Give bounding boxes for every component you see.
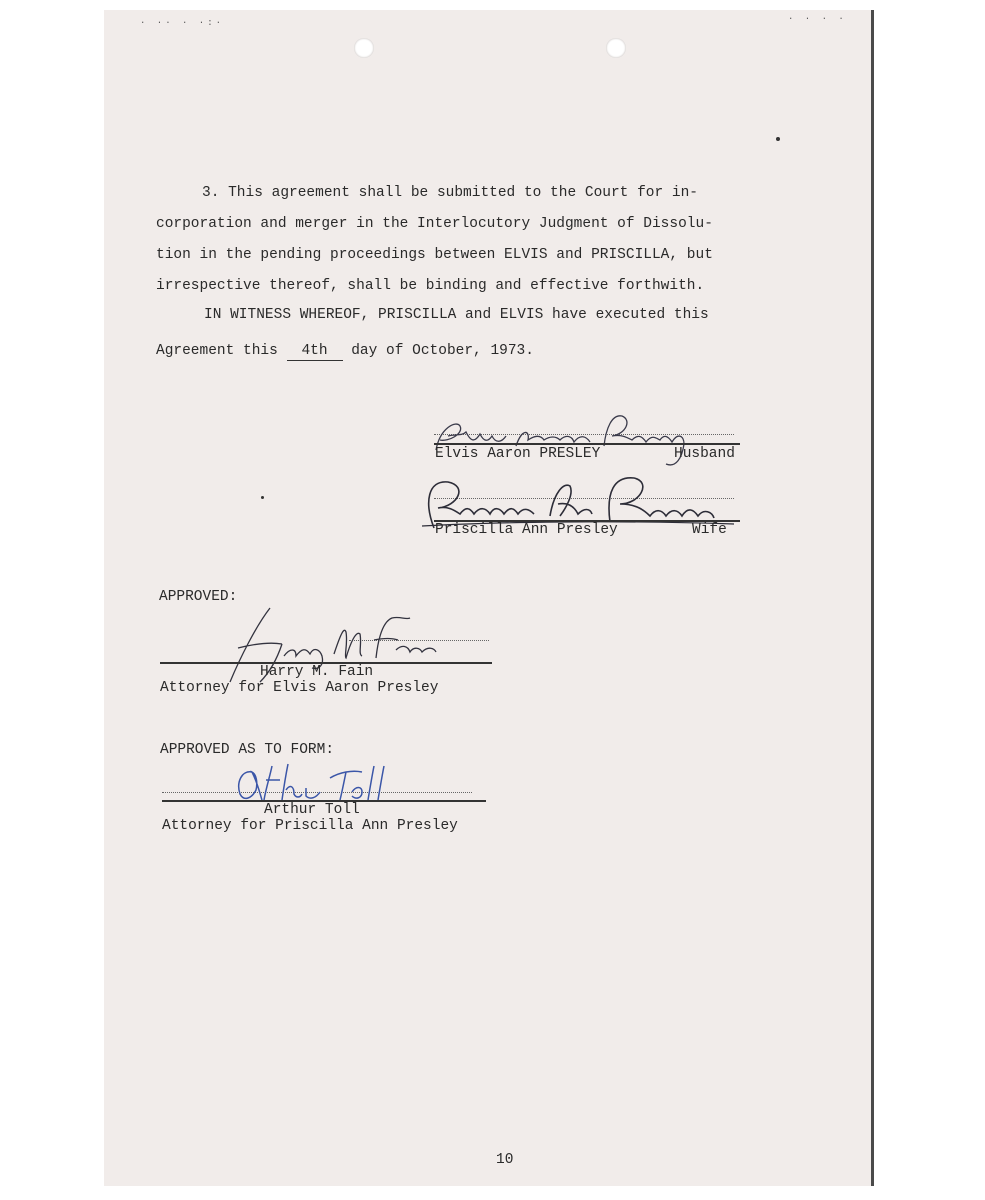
approved-as-to-form-label: APPROVED AS TO FORM: [160, 742, 335, 758]
paper-mark [776, 137, 780, 141]
signatory-role: Wife [692, 522, 727, 538]
witness-date-prefix: Agreement this [156, 343, 278, 359]
paper-mark [261, 496, 264, 499]
signatory-name: Elvis Aaron PRESLEY [435, 446, 601, 462]
paper-speckles: · ·· · ·:· [140, 18, 225, 28]
paper-speckles: · · · · [788, 14, 847, 24]
punch-hole [354, 38, 374, 58]
witness-date-line [156, 342, 534, 361]
signature-line [434, 443, 740, 445]
attorney-title: Attorney for Priscilla Ann Presley [162, 818, 458, 834]
paragraph-line: tion in the pending proceedings between ELVIS and PRISCILLA, but [156, 247, 713, 263]
paragraph-line: corporation and merger in the Interlocutory Judgment of Dissolu- [156, 216, 713, 232]
punch-hole [606, 38, 626, 58]
attorney-name: Harry M. Fain [260, 664, 374, 680]
attorney-name: Arthur Toll [264, 802, 360, 818]
paragraph-line: irrespective thereof, shall be binding and effective forthwith. [156, 278, 705, 294]
page-number: 10 [496, 1152, 514, 1168]
approved-label: APPROVED: [159, 589, 238, 605]
witness-day-value: 4th [287, 342, 343, 361]
signatory-role: Husband [674, 446, 735, 462]
paragraph-line: 3. This agreement shall be submitted to the Court for in- [202, 185, 698, 201]
paragraph-3 [156, 178, 756, 302]
attorney-title: Attorney for Elvis Aaron Presley [160, 680, 439, 696]
signatory-name: Priscilla Ann Presley [435, 522, 618, 538]
witness-date-suffix: day of October, 1973. [351, 343, 534, 359]
witness-clause-line: IN WITNESS WHEREOF, PRISCILLA and ELVIS have executed this [204, 307, 709, 323]
document-page [104, 10, 874, 1186]
